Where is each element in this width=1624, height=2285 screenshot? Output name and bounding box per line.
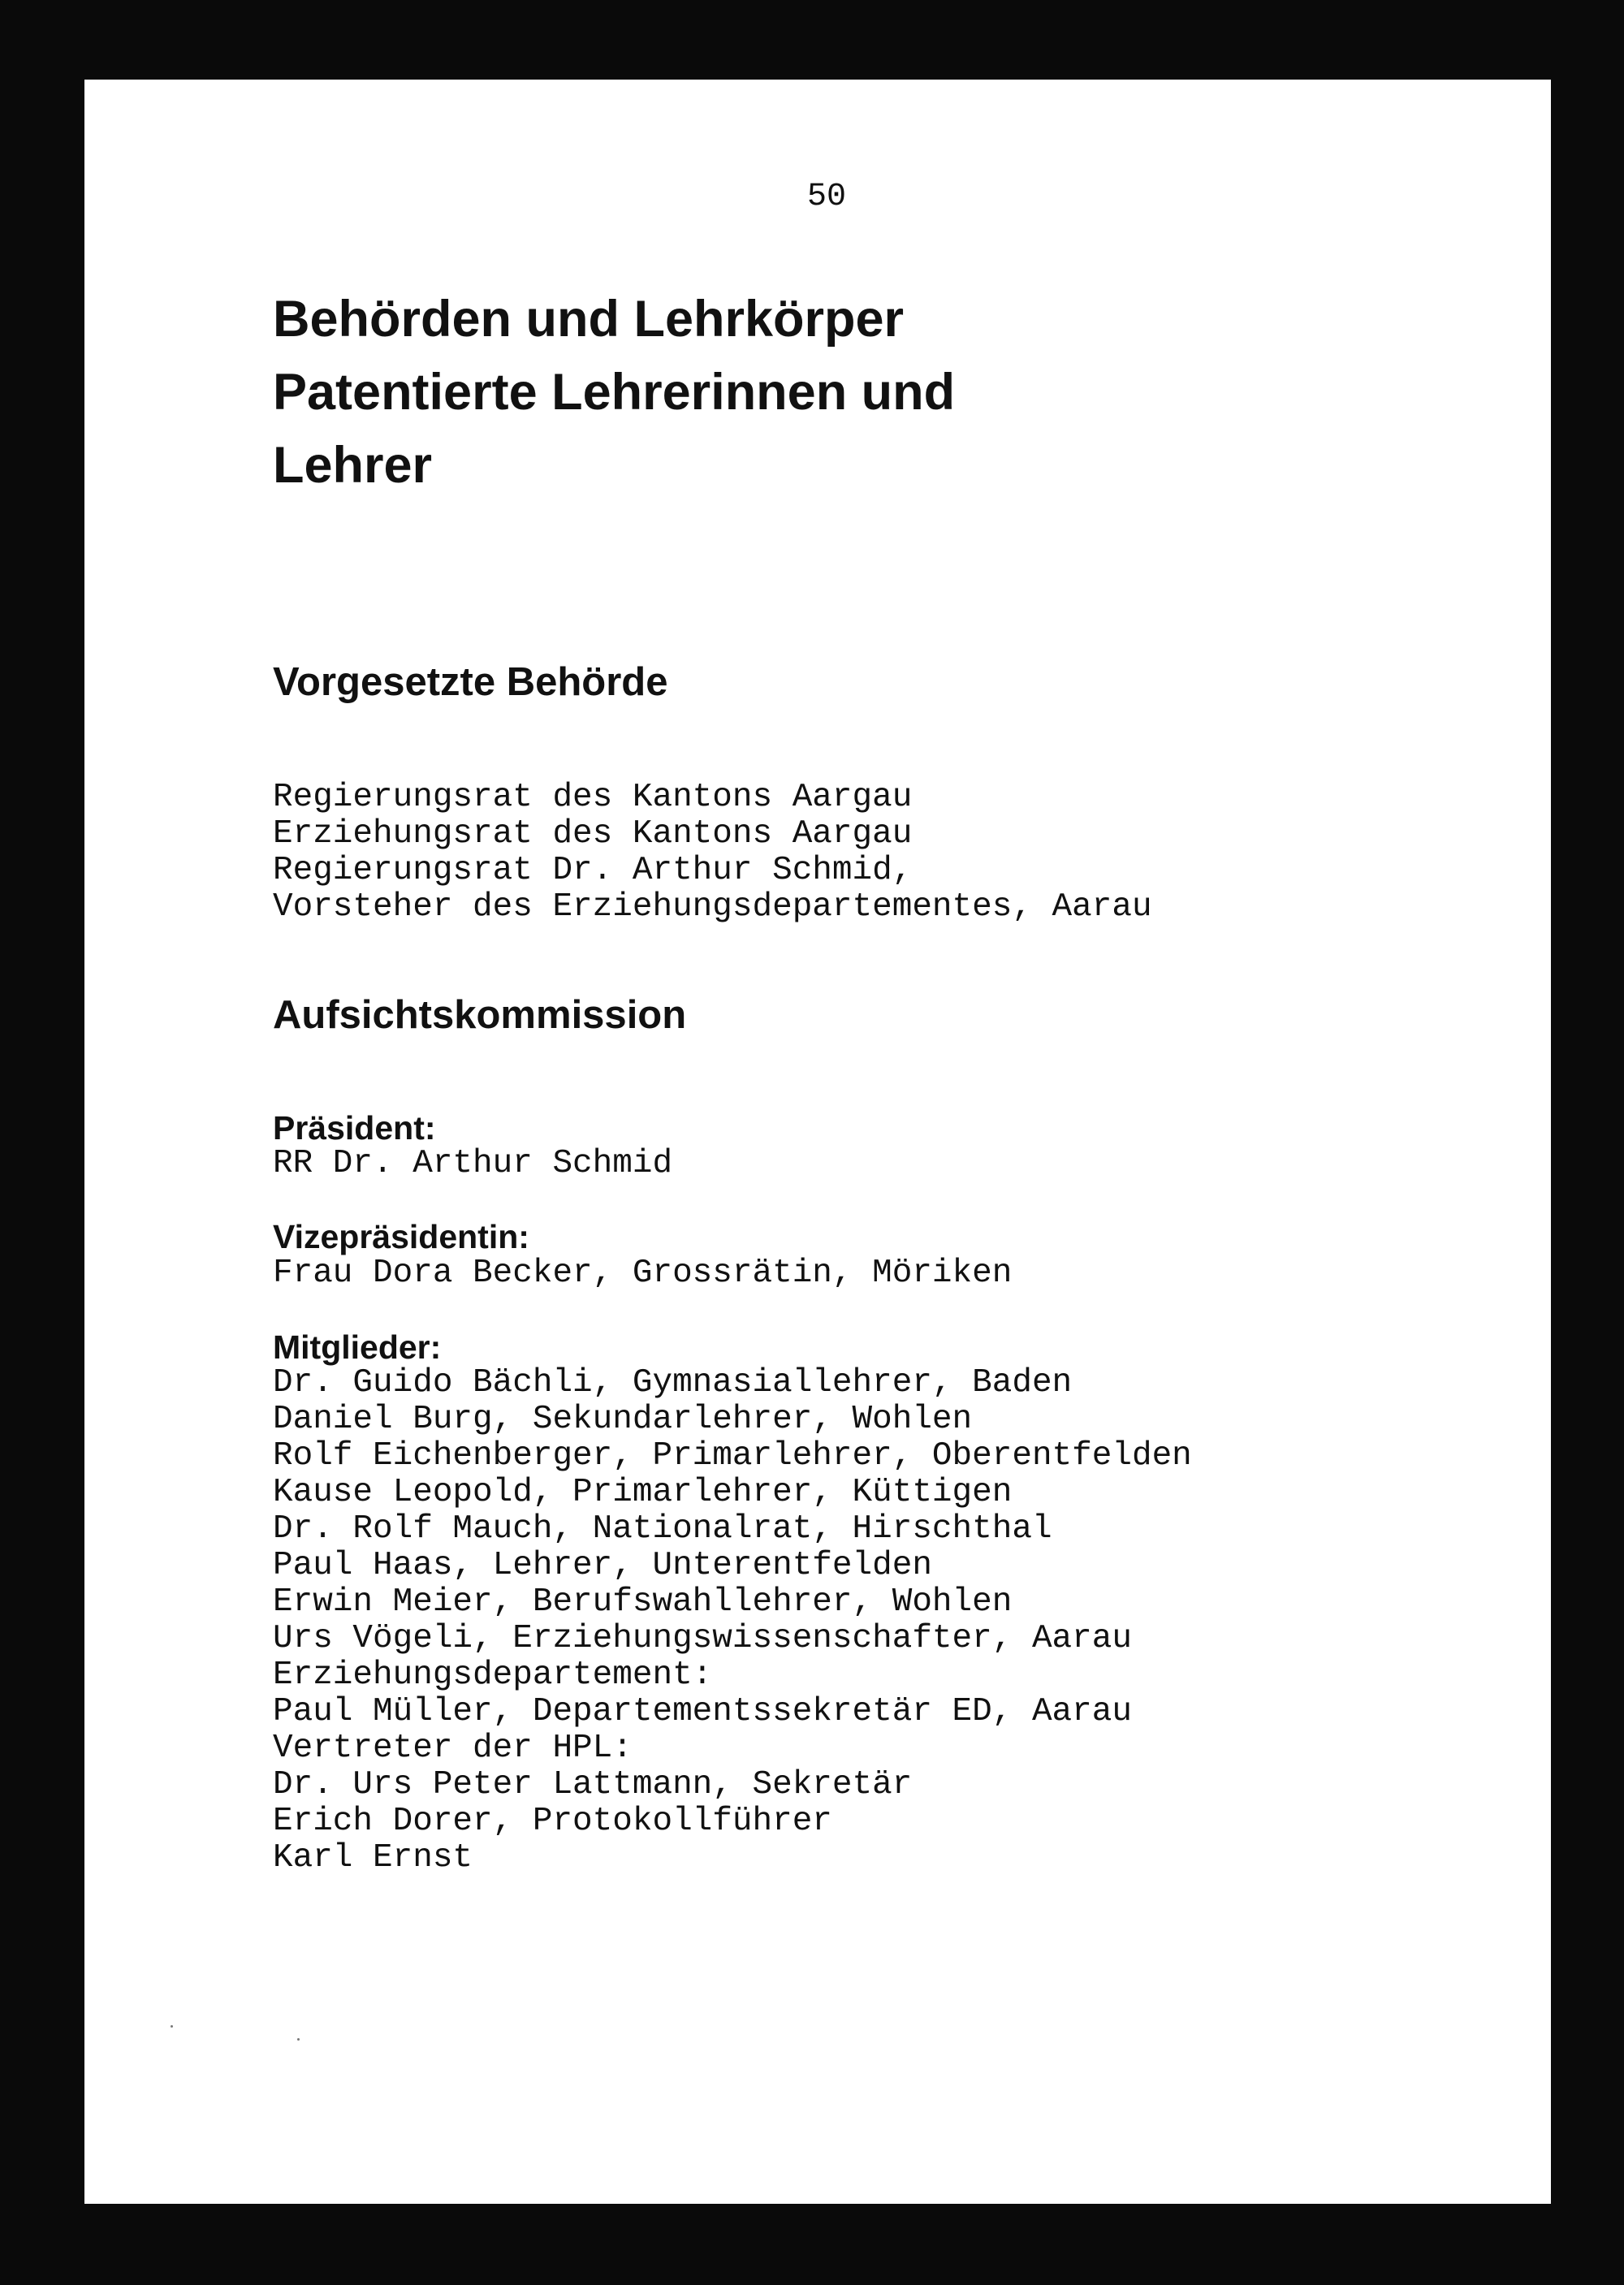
- title-line: Patentierte Lehrerinnen und: [273, 364, 956, 421]
- member-line: Erich Dorer, Protokollführer: [273, 1803, 832, 1840]
- member-line: Paul Haas, Lehrer, Unterentfelden: [273, 1547, 932, 1584]
- member-line: Dr. Rolf Mauch, Nationalrat, Hirschthal: [273, 1510, 1052, 1548]
- president-name: [273, 1146, 672, 1182]
- member-line: Erziehungsdepartement:: [273, 1657, 713, 1694]
- member-line: Daniel Burg, Sekundarlehrer, Wohlen: [273, 1401, 973, 1438]
- member-line: Kause Leopold, Primarlehrer, Küttigen: [273, 1474, 1013, 1511]
- scan-speck: [171, 2025, 173, 2028]
- president-line: RR Dr. Arthur Schmid: [273, 1145, 673, 1182]
- vice-president-name: [273, 1255, 1012, 1292]
- member-line: Urs Vögeli, Erziehungswissenschafter, Aarau: [273, 1620, 1132, 1657]
- president-label: Präsident:: [273, 1109, 436, 1147]
- members-list: [273, 1365, 1192, 1877]
- vice-president-line: Frau Dora Becker, Grossrätin, Möriken: [273, 1255, 1013, 1292]
- section-heading-authority: Vorgesetzte Behörde: [273, 660, 668, 704]
- authority-list: [273, 780, 1152, 926]
- section-heading-commission: Aufsichtskommission: [273, 993, 687, 1037]
- member-line: Paul Müller, Departementssekretär ED, Aarau: [273, 1693, 1132, 1730]
- members-label: Mitglieder:: [273, 1328, 442, 1366]
- authority-line: Regierungsrat Dr. Arthur Schmid,: [273, 852, 913, 889]
- page-number: 50: [807, 179, 847, 215]
- scan-speck: [297, 2038, 300, 2041]
- authority-line: Vorsteher des Erziehungsdepartementes, Aarau: [273, 888, 1152, 926]
- document-page: [84, 80, 1551, 2204]
- authority-line: Erziehungsrat des Kantons Aargau: [273, 815, 913, 853]
- title-line: Behörden und Lehrkörper: [273, 291, 905, 348]
- page-title: [273, 283, 955, 502]
- title-line: Lehrer: [273, 437, 433, 494]
- member-line: Dr. Guido Bächli, Gymnasiallehrer, Baden: [273, 1364, 1073, 1402]
- member-line: Karl Ernst: [273, 1839, 473, 1877]
- vice-president-label: Vizepräsidentin:: [273, 1218, 529, 1255]
- member-line: Vertreter der HPL:: [273, 1730, 633, 1767]
- member-line: Erwin Meier, Berufswahllehrer, Wohlen: [273, 1583, 1013, 1621]
- member-line: Rolf Eichenberger, Primarlehrer, Oberentfelden: [273, 1437, 1192, 1475]
- member-line: Dr. Urs Peter Lattmann, Sekretär: [273, 1766, 913, 1803]
- authority-line: Regierungsrat des Kantons Aargau: [273, 779, 913, 816]
